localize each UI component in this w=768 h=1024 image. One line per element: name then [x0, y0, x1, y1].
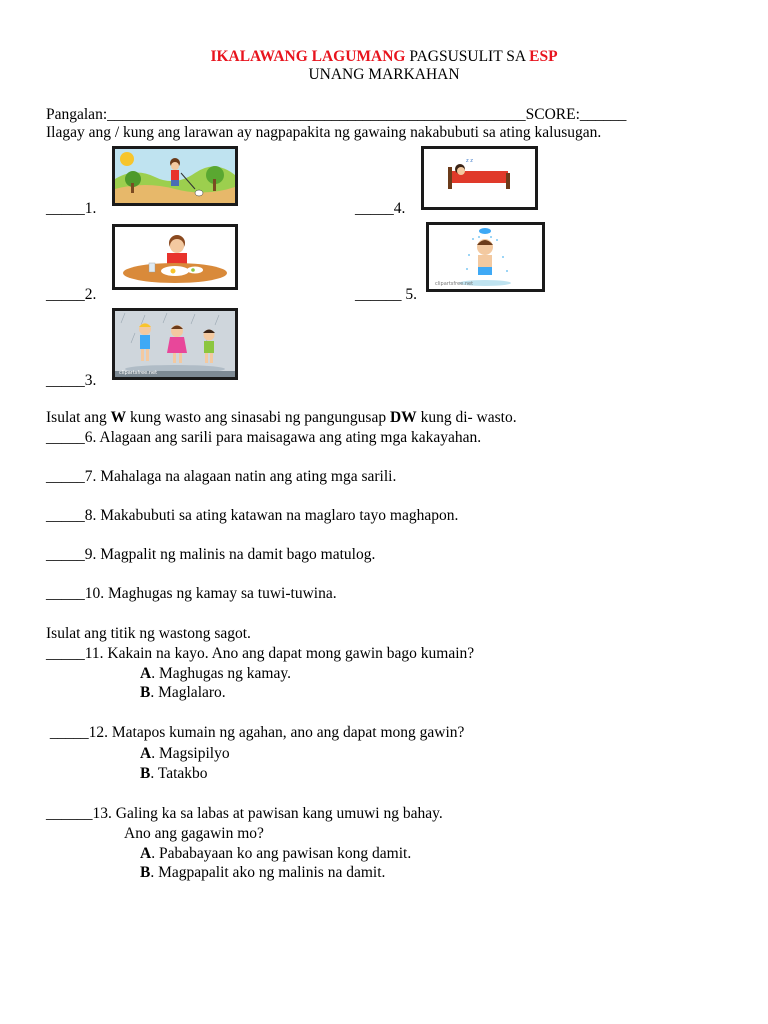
title-part-3: ESP	[529, 48, 558, 65]
picture-watermark-5: clipartsfree.net	[435, 281, 474, 287]
instruction-2-text-a: Isulat ang	[46, 409, 111, 426]
option-text: . Magsipilyo	[151, 745, 230, 762]
question-12-option-a	[140, 745, 230, 763]
option-letter: B	[140, 765, 151, 782]
title-part-2: PAGSUSULIT SA	[405, 48, 530, 65]
instruction-2-text-c: kung di- wasto.	[416, 409, 517, 426]
option-text: . Maglalaro.	[150, 684, 226, 701]
question-13-option-a	[140, 845, 411, 863]
instruction-3: Isulat ang titik ng wastong sagot.	[46, 625, 251, 642]
picture-item-3: _____3.	[46, 372, 97, 389]
question-11: _____11. Kakain na kayo. Ano ang dapat mong gawin bago kumain?	[46, 645, 475, 662]
statement-6: _____6. Alagaan ang sarili para maisagawa ang ating mga kakayahan.	[46, 429, 482, 446]
question-11-option-b	[140, 684, 226, 702]
statement-7: _____7. Mahalaga na alagaan natin ang ating mga sarili.	[46, 468, 397, 485]
question-13: ______13. Galing ka sa labas at pawisan kang umuwi ng bahay.	[46, 805, 443, 822]
option-letter: A	[140, 745, 152, 762]
instruction-2-text-b: kung wasto ang sinasabi ng pangungusap	[126, 409, 390, 426]
page-title	[0, 48, 768, 66]
picture-item-1: _____1.	[46, 200, 97, 217]
statement-10: _____10. Maghugas ng kamay sa tuwi-tuwina.	[46, 585, 337, 602]
option-letter: A	[140, 665, 152, 682]
question-13-option-b	[140, 864, 385, 882]
question-11-option-a	[140, 665, 291, 683]
statement-9: _____9. Magpalit ng malinis na damit bago matulog.	[46, 546, 376, 563]
child-taking-shower-picture	[426, 222, 545, 292]
question-13-line-2: Ano ang gagawin mo?	[124, 825, 264, 842]
picture-item-2: _____2.	[46, 286, 97, 303]
picture-item-5: ______ 5.	[355, 286, 417, 303]
option-letter: B	[140, 684, 151, 701]
option-text: . Tatakbo	[150, 765, 208, 782]
boy-eating-breakfast-picture	[112, 224, 238, 290]
picture-item-4: _____4.	[355, 200, 406, 217]
title-part-1: IKALAWANG LAGUMANG	[210, 48, 406, 65]
question-12: _____12. Matapos kumain ng agahan, ano ang dapat mong gawin?	[46, 724, 465, 741]
instruction-2-dw: DW	[389, 409, 417, 426]
child-sleeping-in-bed-picture	[421, 146, 538, 210]
question-12-option-b	[140, 765, 208, 783]
option-letter: A	[140, 845, 152, 862]
name-score-line: Pangalan:______________________________________________________SCORE:______	[46, 106, 627, 123]
option-text: . Pababayaan ko ang pawisan kong damit.	[151, 845, 412, 862]
instruction-2	[46, 409, 517, 427]
option-text: . Magpapalit ako ng malinis na damit.	[150, 864, 386, 881]
option-text: . Maghugas ng kamay.	[151, 665, 291, 682]
instruction-1: Ilagay ang / kung ang larawan ay nagpapakita ng gawaing nakabubuti sa ating kalusugan.	[46, 124, 602, 141]
picture-watermark-3: clipartsfree.net	[119, 370, 158, 376]
page-subtitle: UNANG MARKAHAN	[308, 66, 460, 83]
children-playing-in-rain-picture	[112, 308, 238, 380]
instruction-2-w: W	[110, 409, 127, 426]
statement-8: _____8. Makabubuti sa ating katawan na maglaro tayo maghapon.	[46, 507, 459, 524]
boy-playing-outdoors-picture	[112, 146, 238, 206]
svg-text:z z: z z	[466, 158, 473, 164]
option-letter: B	[140, 864, 151, 881]
